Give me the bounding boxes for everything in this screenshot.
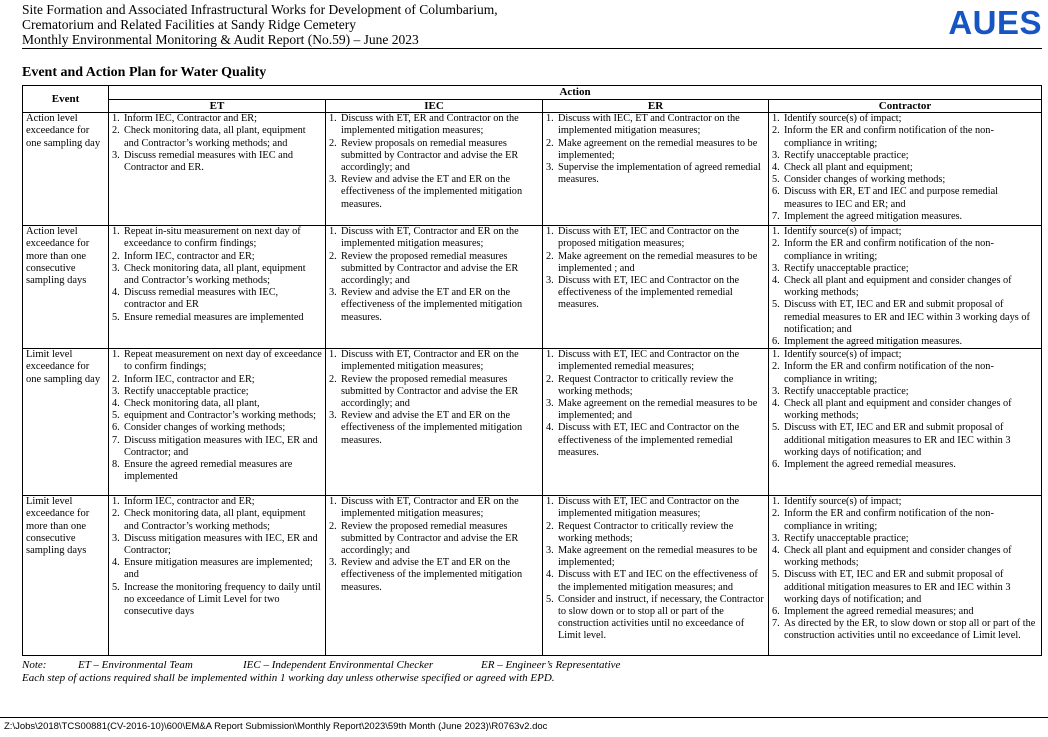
er-steps [546,496,765,642]
step-number: 5. [112,410,120,422]
step-text: Check all plant and equipment; [784,162,913,173]
step-text: Consider changes of working methods; [124,422,286,434]
list-item [112,459,322,483]
step-number: 5. [772,422,780,434]
step-number: 3. [112,532,120,544]
er-cell [543,226,769,349]
table-row [23,496,1042,656]
step-number: 3. [546,398,554,410]
step-text: Review and advise the ET and ER on the effectiveness of the implemented mitigation measures. [341,287,523,323]
list-item [546,275,765,312]
step-number: 4. [772,398,780,410]
step-text: Check all plant and equipment and consider changes of working methods; [784,545,1012,569]
er-cell [543,496,769,656]
step-text: Discuss with ET, Contractor and ER on the implemented mitigation measures; [341,226,519,250]
list-item [772,336,1038,348]
iec-steps [329,113,539,211]
step-text: Discuss mitigation measures with IEC, ER and Contractor; and [124,434,318,458]
list-item [772,162,1038,174]
step-text: Discuss with ET and IEC on the effectiveness of the implemented mitigation measures; and [558,569,758,593]
step-number: 5. [772,569,780,581]
step-number: 5. [772,299,780,311]
step-number: 3. [772,532,780,544]
list-item [546,250,765,275]
contractor-cell [769,113,1042,226]
step-number: 2. [772,508,780,520]
step-number: 6. [112,422,120,434]
step-text: Inform the ER and confirm notification of the non-compliance in writing; [784,508,994,532]
er-column-header: ER [543,99,769,113]
step-number: 1. [772,226,780,238]
step-number: 2. [329,250,337,262]
step-text: Rectify unacceptable practice; [784,385,909,397]
step-text: Inform IEC, contractor and ER; [124,250,255,262]
step-text: Review and advise the ET and ER on the effectiveness of the implemented mitigation measures. [341,174,523,210]
contractor-steps [772,496,1038,642]
list-item [546,373,765,398]
list-item [112,226,322,250]
list-item [112,557,322,581]
step-number: 1. [772,496,780,508]
step-text: Check all plant and equipment and consider changes of working methods; [784,398,1012,422]
list-item [112,149,322,174]
iec-cell [326,226,543,349]
footer-file-path: Z:\Jobs\2018\TCS00881(CV-2016-10)\600\EM&A Report Submission\Monthly Report\2023\59th Month (June 2023)\R0763v2.doc [4,721,548,732]
step-text: Discuss with ET, IEC and Contractor on the implemented mitigation measures; [558,496,740,520]
er-steps [546,349,765,459]
step-number: 8. [112,459,120,471]
step-text: Discuss with ET, Contractor and ER on the implemented mitigation measures; [341,496,519,520]
step-text: Inform the ER and confirm notification of the non-compliance in writing; [784,361,994,385]
list-item [772,125,1038,149]
step-number: 2. [329,520,337,532]
step-text: Review the proposed remedial measures submitted by Contractor and advise the ER accordingly; and [341,250,519,286]
list-item [772,532,1038,545]
step-text: Discuss with ET, ER and Contractor on the implemented mitigation measures; [341,113,519,137]
list-item [772,606,1038,618]
step-number: 4. [772,162,780,173]
list-item [546,593,765,643]
step-number: 2. [112,250,120,262]
list-item [772,262,1038,275]
list-item [112,349,322,373]
header-title-line-2: Crematorium and Related Facilities at Sandy Ridge Cemetery [22,17,357,32]
list-item [329,557,539,594]
list-item [546,496,765,520]
header-title-line-3: Monthly Environmental Monitoring & Audit Report (No.59) – June 2023 [22,32,419,47]
action-column-header: Action [109,86,1042,100]
iec-steps [329,496,539,594]
step-number: 4. [112,398,120,410]
step-text: Check all plant and equipment and consider changes of working methods; [784,275,1012,299]
aues-logo: AUES [948,4,1042,41]
step-text: equipment and Contractor’s working methods; [124,410,316,422]
step-number: 1. [329,226,337,238]
step-text: Review the proposed remedial measures submitted by Contractor and advise the ER accordingly; and [341,520,519,557]
list-item [772,275,1038,299]
contractor-steps [772,113,1038,223]
step-text: Discuss remedial measures with IEC and Contractor and ER. [124,149,293,173]
step-text: Make agreement on the remedial measures to be implemented; [558,137,758,161]
list-item [772,459,1038,471]
step-text: Discuss with ET, IEC and ER and submit proposal of additional mitigation measures to ER and IEC within 3 working days of notification; and [784,422,1011,458]
step-text: Rectify unacceptable practice; [784,532,909,544]
step-text: Inform the ER and confirm notification of the non-compliance in writing; [784,125,994,149]
note-et: ET – Environmental Team [78,659,193,671]
step-text: Consider and instruct, if necessary, the Contractor to slow down or to stop all or part of the construction activities until no exceedance of Limit level. [558,593,764,642]
list-item [329,113,539,137]
list-item [546,569,765,593]
header-rule [22,48,1042,49]
iec-steps [329,226,539,324]
abbreviation-note [22,659,620,672]
step-text: Increase the monitoring frequency to daily until no exceedance of Limit Level for two consecutive days [124,581,321,618]
step-text: Make agreement on the remedial measures to be implemented ; and [558,250,758,274]
step-number: 6. [772,336,780,348]
step-number: 1. [546,349,554,361]
step-number: 3. [329,557,337,569]
step-text: Discuss with IEC, ET and Contractor on the implemented mitigation measures; [558,113,740,137]
step-number: 4. [772,545,780,557]
step-text: Review the proposed remedial measures submitted by Contractor and advise the ER accordingly; and [341,373,519,410]
contractor-steps [772,349,1038,471]
list-item [772,299,1038,336]
list-item [329,174,539,211]
list-item [772,508,1038,532]
step-number: 1. [772,349,780,361]
step-text: Check monitoring data, all plant, equipment and Contractor’s working methods; [124,262,306,286]
step-text: Rectify unacceptable practice; [784,262,909,274]
step-text: Review and advise the ET and ER on the effectiveness of the implemented mitigation measures. [341,557,523,593]
step-number: 3. [546,162,554,173]
step-text: Ensure the agreed remedial measures are implemented [124,459,293,483]
list-item [772,569,1038,606]
iec-steps [329,349,539,447]
list-item [329,373,539,411]
step-text: Ensure mitigation measures are implemented; and [124,557,313,581]
step-number: 5. [112,581,120,593]
list-item [329,520,539,558]
step-number: 1. [772,113,780,125]
step-text: Identify source(s) of impact; [784,113,902,125]
list-item [546,422,765,459]
list-item [772,113,1038,125]
list-item [546,398,765,422]
step-text: Discuss mitigation measures with IEC, ER and Contractor; [124,532,318,557]
step-number: 2. [112,125,120,137]
table-row [23,226,1042,349]
step-number: 2. [546,373,554,385]
step-text: Supervise the implementation of agreed remedial measures. [558,162,761,186]
event-cell: Action level exceedance for more than one consecutive sampling days [23,226,109,349]
step-text: Discuss with ET, Contractor and ER on the implemented mitigation measures; [341,349,519,373]
step-number: 1. [546,113,554,125]
step-number: 1. [546,496,554,508]
step-text: Inform IEC, contractor and ER; [124,373,255,385]
et-steps [112,349,322,483]
step-text: Consider changes of working methods; [784,174,946,186]
step-number: 3. [112,149,120,161]
step-text: Discuss with ET, IEC and ER and submit proposal of remedial measures to ER and IEC within 3 working days of notification; and [784,299,1030,335]
list-item [546,349,765,373]
iec-cell [326,349,543,496]
step-number: 6. [772,459,780,471]
et-steps [112,496,322,618]
list-item [329,349,539,373]
er-steps [546,226,765,311]
list-item [546,545,765,569]
section-title: Event and Action Plan for Water Quality [22,65,267,80]
et-steps [112,226,322,324]
step-text: Implement the agreed mitigation measures. [784,336,963,348]
step-text: Check monitoring data, all plant, equipment and Contractor’s working methods; and [124,125,306,149]
table-row [23,349,1042,496]
list-item [546,520,765,545]
step-number: 4. [112,557,120,569]
et-cell [109,496,326,656]
step-text: Discuss with ET, IEC and Contractor on the implemented remedial measures; [558,349,740,373]
step-number: 1. [329,496,337,508]
table-body [23,113,1042,656]
contractor-cell [769,496,1042,656]
step-text: Rectify unacceptable practice; [784,149,909,161]
notes [22,659,620,685]
et-steps [112,113,322,174]
step-text: Check monitoring data, all plant, equipment and Contractor’s working methods; [124,508,306,532]
list-item [112,262,322,287]
event-cell: Limit level exceedance for one sampling day [23,349,109,496]
step-number: 4. [112,287,120,299]
et-column-header: ET [109,99,326,113]
step-number: 2. [546,520,554,532]
list-item [772,385,1038,398]
step-number: 2. [546,137,554,149]
list-item [112,373,322,386]
iec-cell [326,113,543,226]
list-item [772,496,1038,508]
step-text: Repeat measurement on next day of exceedance to confirm findings; [124,349,322,373]
list-item [546,137,765,162]
step-number: 1. [546,226,554,238]
step-number: 4. [546,569,554,581]
list-item [772,174,1038,186]
iec-column-header: IEC [326,99,543,113]
step-text: Implement the agreed remedial measures; and [784,606,974,618]
step-number: 5. [772,174,780,186]
list-item [772,398,1038,422]
event-action-plan-table [22,85,1042,656]
step-number: 6. [772,606,780,618]
list-item [112,434,322,459]
event-cell: Limit level exceedance for more than one consecutive sampling days [23,496,109,656]
list-item [772,361,1038,385]
list-item [329,410,539,447]
step-text: Discuss with ET, IEC and Contractor on the effectiveness of the implemented remedial measures. [558,275,740,311]
step-text: Check monitoring data, all plant, [124,398,260,410]
step-text: Discuss remedial measures with IEC, contractor and ER [124,287,279,311]
list-item [329,250,539,288]
table-row [23,113,1042,226]
list-item [772,226,1038,238]
list-item [112,508,322,532]
list-item [329,496,539,520]
step-number: 3. [112,262,120,274]
list-item [112,422,322,434]
step-text: Discuss with ET, IEC and Contractor on the proposed mitigation measures; [558,226,740,250]
step-text: Identify source(s) of impact; [784,496,902,508]
list-item [772,618,1038,642]
step-number: 1. [112,496,120,508]
list-item [546,113,765,137]
er-cell [543,349,769,496]
list-item [772,210,1038,223]
event-column-header: Event [23,86,109,113]
step-text: Discuss with ET, IEC and Contractor on the effectiveness of the implemented remedial measures. [558,422,740,458]
step-number: 3. [329,287,337,299]
step-number: 3. [112,385,120,397]
list-item [772,545,1038,569]
step-text: Rectify unacceptable practice; [124,385,249,397]
list-item [112,532,322,557]
step-number: 2. [112,373,120,385]
step-number: 1. [329,113,337,125]
step-number: 3. [772,262,780,274]
step-text: Implement the agreed remedial measures. [784,459,956,471]
et-cell [109,349,326,496]
list-item [112,311,322,324]
step-number: 3. [546,545,554,557]
list-item [772,349,1038,361]
iec-cell [326,496,543,656]
step-text: Request Contractor to critically review the working methods; [558,373,734,397]
list-item [546,162,765,186]
step-text: Make agreement on the remedial measures to be implemented; and [558,398,758,422]
step-number: 5. [546,593,554,605]
step-text: Identify source(s) of impact; [784,226,902,238]
step-number: 5. [112,311,120,323]
list-item [772,422,1038,459]
step-number: 2. [772,361,780,373]
step-number: 1. [112,349,120,361]
step-number: 1. [112,226,120,238]
list-item [112,287,322,311]
step-text: Inform IEC, contractor and ER; [124,496,255,508]
step-text: Inform the ER and confirm notification of the non-compliance in writing; [784,238,994,262]
list-item [112,113,322,125]
step-text: Discuss with ER, ET and IEC and purpose remedial measures to IEC and ER; and [784,186,999,210]
step-number: 7. [112,434,120,446]
list-item [112,125,322,149]
note-line-2: Each step of actions required shall be implemented within 1 working day unless otherwise specified or agreed with EPD. [22,672,555,684]
step-text: Review and advise the ET and ER on the effectiveness of the implemented mitigation measures. [341,410,523,446]
list-item [112,581,322,619]
step-number: 3. [772,149,780,161]
event-cell: Action level exceedance for one sampling day [23,113,109,226]
step-number: 3. [546,275,554,286]
list-item [112,410,322,422]
list-item [772,149,1038,162]
list-item [329,226,539,250]
et-cell [109,226,326,349]
step-number: 2. [546,250,554,262]
list-item [112,385,322,398]
step-number: 7. [772,210,780,222]
header-title-line-1: Site Formation and Associated Infrastructural Works for Development of Columbarium, [22,2,498,17]
contractor-column-header: Contractor [769,99,1042,113]
step-text: Identify source(s) of impact; [784,349,902,361]
step-number: 4. [546,422,554,434]
step-text: Inform IEC, Contractor and ER; [124,113,257,125]
step-text: Request Contractor to critically review the working methods; [558,520,734,544]
step-number: 7. [772,618,780,630]
step-number: 2. [772,125,780,137]
list-item [112,250,322,263]
step-text: Review proposals on remedial measures submitted by Contractor and advise the ER accordingly; and [341,137,519,173]
step-text: Ensure remedial measures are implemented [124,311,304,323]
step-number: 2. [329,373,337,385]
list-item [772,186,1038,210]
step-text: Discuss with ET, IEC and ER and submit proposal of additional mitigation measures to ER and IEC within 3 working days of notification; and [784,569,1011,605]
step-number: 6. [772,186,780,198]
step-number: 2. [772,238,780,250]
er-steps [546,113,765,186]
step-number: 3. [329,174,337,186]
step-text: Implement the agreed mitigation measures. [784,210,963,222]
step-number: 1. [112,113,120,125]
step-text: As directed by the ER, to slow down or stop all or part of the construction activities until no exceedance of Limit level. [784,618,1036,642]
footer-rule [0,717,1048,718]
note-label: Note: [22,659,47,671]
step-number: 2. [329,137,337,149]
step-number: 1. [329,349,337,361]
note-iec: IEC – Independent Environmental Checker [243,659,434,671]
list-item [112,496,322,508]
contractor-cell [769,226,1042,349]
note-er: ER – Engineer’s Representative [481,659,621,671]
step-text: Repeat in-situ measurement on next day of exceedance to confirm findings; [124,226,301,250]
list-item [772,238,1038,262]
list-item [546,226,765,250]
et-cell [109,113,326,226]
er-cell [543,113,769,226]
list-item [329,137,539,175]
list-item [329,287,539,324]
list-item [112,398,322,410]
step-number: 3. [329,410,337,422]
contractor-cell [769,349,1042,496]
report-header [22,2,1042,47]
step-number: 3. [772,385,780,397]
step-text: Make agreement on the remedial measures to be implemented; [558,545,758,569]
contractor-steps [772,226,1038,348]
step-number: 2. [112,508,120,520]
step-number: 4. [772,275,780,286]
